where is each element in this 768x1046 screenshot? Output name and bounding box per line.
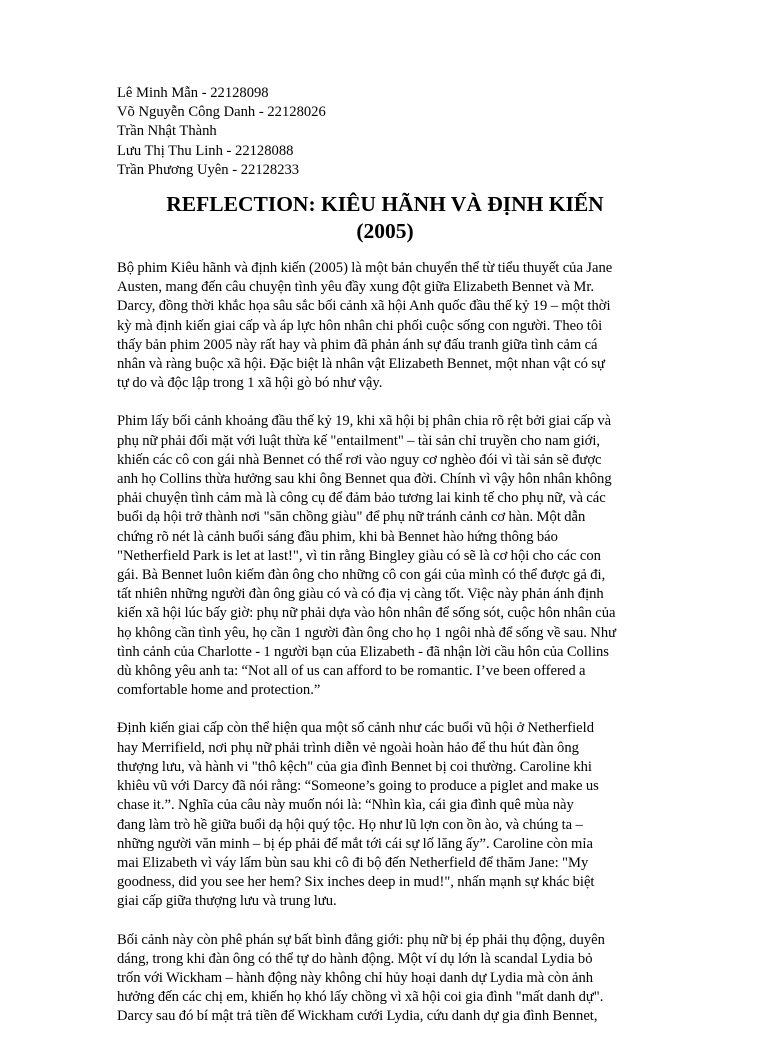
- paragraph-line: Darcy sau đó bí mật trả tiền để Wickham cưới Lydia, cứu danh dự gia đình Bennet,: [117, 1008, 598, 1025]
- author-line: Trần Nhật Thành: [117, 123, 217, 140]
- title-line-2: (2005): [356, 219, 414, 244]
- document-title: [117, 191, 653, 245]
- paragraph-line: anh họ Collins thừa hưởng sau khi ông Bennet qua đời. Chính vì vậy hôn nhân không: [117, 471, 612, 488]
- author-line: Trần Phương Uyên - 22128233: [117, 161, 300, 178]
- paragraph-line: chase it.”. Nghĩa của câu này muốn nói là: “Nhìn kìa, cái gia đình quê mùa này: [117, 797, 574, 814]
- paragraph-line: kỳ mà định kiến giai cấp và áp lực hôn nhân chi phối cuộc sống con người. Theo tôi: [117, 317, 603, 334]
- paragraph-line: họ không cần tình yêu, họ cần 1 người đàn ông cho họ 1 ngôi nhà để sống về sau. Như: [117, 624, 617, 641]
- title-line-1: REFLECTION: KIÊU HÃNH VÀ ĐỊNH KIẾN: [166, 192, 604, 217]
- paragraph-line: phải chuyện tình cảm mà là công cụ để đảm bảo tương lai kinh tế cho phụ nữ, và các: [117, 490, 606, 507]
- paragraph-line: thấy bản phim 2005 này rất hay và phim đã phản ánh sự đấu tranh giữa tình cảm cá: [117, 336, 598, 353]
- author-line: Võ Nguyễn Công Danh - 22128026: [117, 104, 326, 121]
- paragraph-line: comfortable home and protection.”: [117, 682, 321, 699]
- paragraph-line: thượng lưu, và hành vi "thô kệch" của gia đình Bennet bị coi thường. Caroline khi: [117, 758, 592, 775]
- paragraph-line: "Netherfield Park is let at last!", vì tin rằng Bingley giàu có sẽ là cơ hội cho các con: [117, 547, 601, 564]
- paragraph-line: Phim lấy bối cảnh khoảng đầu thế kỷ 19, khi xã hội bị phân chia rõ rệt bởi giai cấp và: [117, 413, 612, 430]
- paragraph-line: tự do và độc lập trong 1 xã hội gò bó như vậy.: [117, 375, 383, 392]
- paragraph-line: khiêu vũ với Darcy đã nói rằng: “Someone’s going to produce a piglet and make us: [117, 778, 599, 795]
- paragraph-line: khiến các cô con gái nhà Bennet có thể rơi vào nguy cơ nghèo đói vì tài sản sẽ được: [117, 451, 602, 468]
- paragraph-line: Định kiến giai cấp còn thể hiện qua một số cảnh như các buổi vũ hội ở Netherfield: [117, 720, 594, 737]
- paragraph-line: trốn với Wickham – hành động này không chỉ hủy hoại danh dự Lydia mà còn ảnh: [117, 969, 594, 986]
- paragraph-line: hay Merrifield, nơi phụ nữ phải trình diễn vẻ ngoài hoàn hảo để thu hút đàn ông: [117, 739, 579, 756]
- paragraph-line: Bối cảnh này còn phê phán sự bất bình đẳng giới: phụ nữ bị ép phải thụ động, duyên: [117, 931, 605, 948]
- author-list: [117, 84, 653, 180]
- paragraph-line: nhân và ràng buộc xã hội. Đặc biệt là nhân vật Elizabeth Bennet, một nhan vật có sự: [117, 356, 605, 373]
- author-line: Lê Minh Mẫn - 22128098: [117, 85, 269, 101]
- paragraph: [117, 931, 653, 1027]
- paragraph-line: gái. Bà Bennet luôn kiếm đàn ông cho những cô con gái của mình có thể được gả đi,: [117, 567, 606, 584]
- paragraph: [117, 412, 653, 700]
- paragraph-line: hưởng đến các chị em, khiến họ khó lấy chồng vì xã hội coi gia đình "mất danh dự".: [117, 989, 604, 1006]
- paragraph-line: dù không yêu anh ta: “Not all of us can afford to be romantic. I’ve been offered a: [117, 663, 586, 680]
- paragraph-line: mai Elizabeth vì váy lấm bùn sau khi cô đi bộ đến Netherfield để thăm Jane: "My: [117, 854, 589, 871]
- paragraph-line: buổi dạ hội trở thành nơi "săn chồng giàu" để phụ nữ tránh cảnh cơ hàn. Một dẫn: [117, 509, 586, 526]
- document-page: [117, 84, 653, 1046]
- paragraph-line: chứng rõ nét là cảnh buổi sáng đầu phim, khi bà Bennet hào hứng thông báo: [117, 528, 558, 545]
- paragraph-line: tất nhiên những người đàn ông giàu có và có địa vị càng tốt. Việc này phản ánh định: [117, 586, 604, 603]
- paragraph-line: Bộ phim Kiêu hãnh và định kiến (2005) là một bản chuyển thể từ tiểu thuyết của Jane: [117, 260, 613, 277]
- paragraph-line: đang làm trò hề giữa buổi dạ hội quý tộc. Họ như lũ lợn con ồn ào, và chúng ta –: [117, 816, 583, 833]
- paragraph-line: phụ nữ phải đối mặt với luật thừa kế "entailment" – tài sản chỉ truyền cho nam giới,: [117, 432, 601, 449]
- paragraph-line: những người văn minh – bị ép phải để mắt tới cái sự lố lăng ấy”. Caroline còn mỉa: [117, 835, 593, 852]
- paragraph-line: dáng, trong khi đàn ông có thể tự do hành động. Một ví dụ lớn là scandal Lydia bỏ: [117, 950, 593, 967]
- paragraph: [117, 259, 653, 393]
- body-text: [117, 259, 653, 1027]
- paragraph: [117, 719, 653, 911]
- paragraph-line: tình cảnh của Charlotte - 1 người bạn của Elizabeth - đã nhận lời cầu hôn của Collins: [117, 643, 609, 660]
- paragraph-line: Austen, mang đến câu chuyện tình yêu đầy xung đột giữa Elizabeth Bennet và Mr.: [117, 279, 595, 296]
- paragraph-line: giai cấp giữa thượng lưu và trung lưu.: [117, 893, 337, 910]
- paragraph-line: kiến xã hội lúc bấy giờ: phụ nữ phải dựa vào hôn nhân để sống sót, cuộc hôn nhân của: [117, 605, 616, 622]
- paragraph-line: Darcy, đồng thời khắc họa sâu sắc bối cảnh xã hội Anh quốc đầu thế kỷ 19 – một thời: [117, 298, 611, 315]
- author-line: Lưu Thị Thu Linh - 22128088: [117, 142, 294, 159]
- paragraph-line: goodness, did you see her hem? Six inches deep in mud!", nhấn mạnh sự khác biệt: [117, 874, 595, 891]
